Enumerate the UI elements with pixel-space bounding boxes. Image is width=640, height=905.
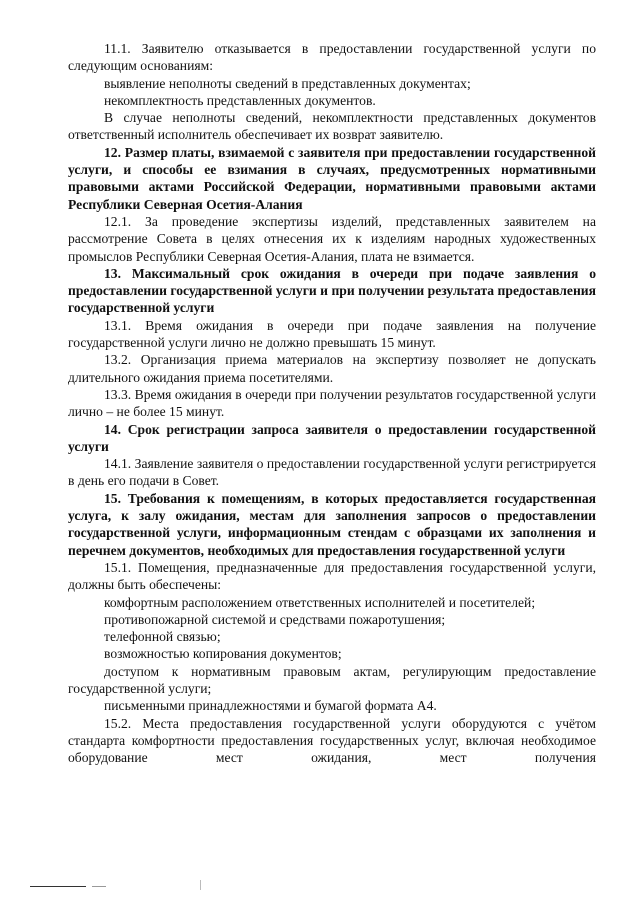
paragraph-15-2: 15.2. Места предоставления государственной услуги оборудуются с учётом стандарта комфортности предоставления государственных услуг, включая необходимое оборудование мест ожидания, мест получения [68,715,596,766]
paragraph-14-1: 14.1. Заявление заявителя о предоставлении государственной услуги регистрируется в день его подачи в Совет. [68,456,596,489]
paragraph-13-2: 13.2. Организация приема материалов на экспертизу позволяет не допускать длительного ожидания приема посетителями. [68,352,596,385]
section-heading-12: 12. Размер платы, взимаемой с заявителя при предоставлении государственной услуги, и способы ее взимания в случаях, предусмотренных нормативными правовыми актами Российской Федерации, нормативными правовыми актами Республики Северная Осетия-Алания [68,144,596,212]
list-item: возможностью копирования документов; [104,646,342,662]
list-item: телефонной связью; [104,629,221,645]
list-item: противопожарной системой и средствами пожаротушения; [104,611,446,627]
document-body [68,40,596,766]
list-item: комфортным расположением ответственных исполнителей и посетителей; [104,594,536,610]
list-item: некомплектность представленных документов. [104,92,376,108]
paragraph-13-1: 13.1. Время ожидания в очереди при подаче заявления на получение государственной услуги лично не должно превышать 15 минут. [68,317,596,351]
section-heading-13: 13. Максимальный срок ожидания в очереди при подаче заявления о предоставлении государственной услуги и при получении результата предоставления государственной услуги [68,265,596,316]
paragraph-12-1: 12.1. За проведение экспертизы изделий, представленных заявителем на рассмотрение Совета в целях отнесения их к изделиям народных художественных промыслов Республики Северная Осетия-Алания, плата не взимается. [68,213,596,264]
paragraph: В случае неполноты сведений, некомплектности представленных документов ответственный исполнитель обеспечивает их возврат заявителю. [68,110,596,143]
section-heading-14: 14. Срок регистрации запроса заявителя о предоставлении государственной услуги [68,421,596,454]
list-item: письменными принадлежностями и бумагой формата А4. [104,698,437,714]
footer-rule-fragment [92,886,106,887]
paragraph-13-3: 13.3. Время ожидания в очереди при получении результатов государственной услуги лично – не более 15 минут. [68,386,596,420]
paragraph-15-1: 15.1. Помещения, предназначенные для предоставления государственной услуги, должны быть обеспечены: [68,559,596,593]
list-item: доступом к нормативным правовым актам, регулирующим предоставление государственной услуги; [68,663,596,696]
section-heading-15: 15. Требования к помещениям, в которых предоставляется государственная услуга, к залу ожидания, местам для заполнения запросов о предоставлении государственной услуги, информационным стендам с образцами их заполнения и перечнем документов, необходимых для предоставления государственной услуги [68,490,596,558]
paragraph-11-1: 11.1. Заявителю отказывается в предоставлении государственной услуги по следующим основаниям: [68,41,596,74]
footer-rule [30,886,86,887]
scan-mark [200,880,201,890]
list-item: выявление неполноты сведений в представленных документах; [104,75,471,91]
